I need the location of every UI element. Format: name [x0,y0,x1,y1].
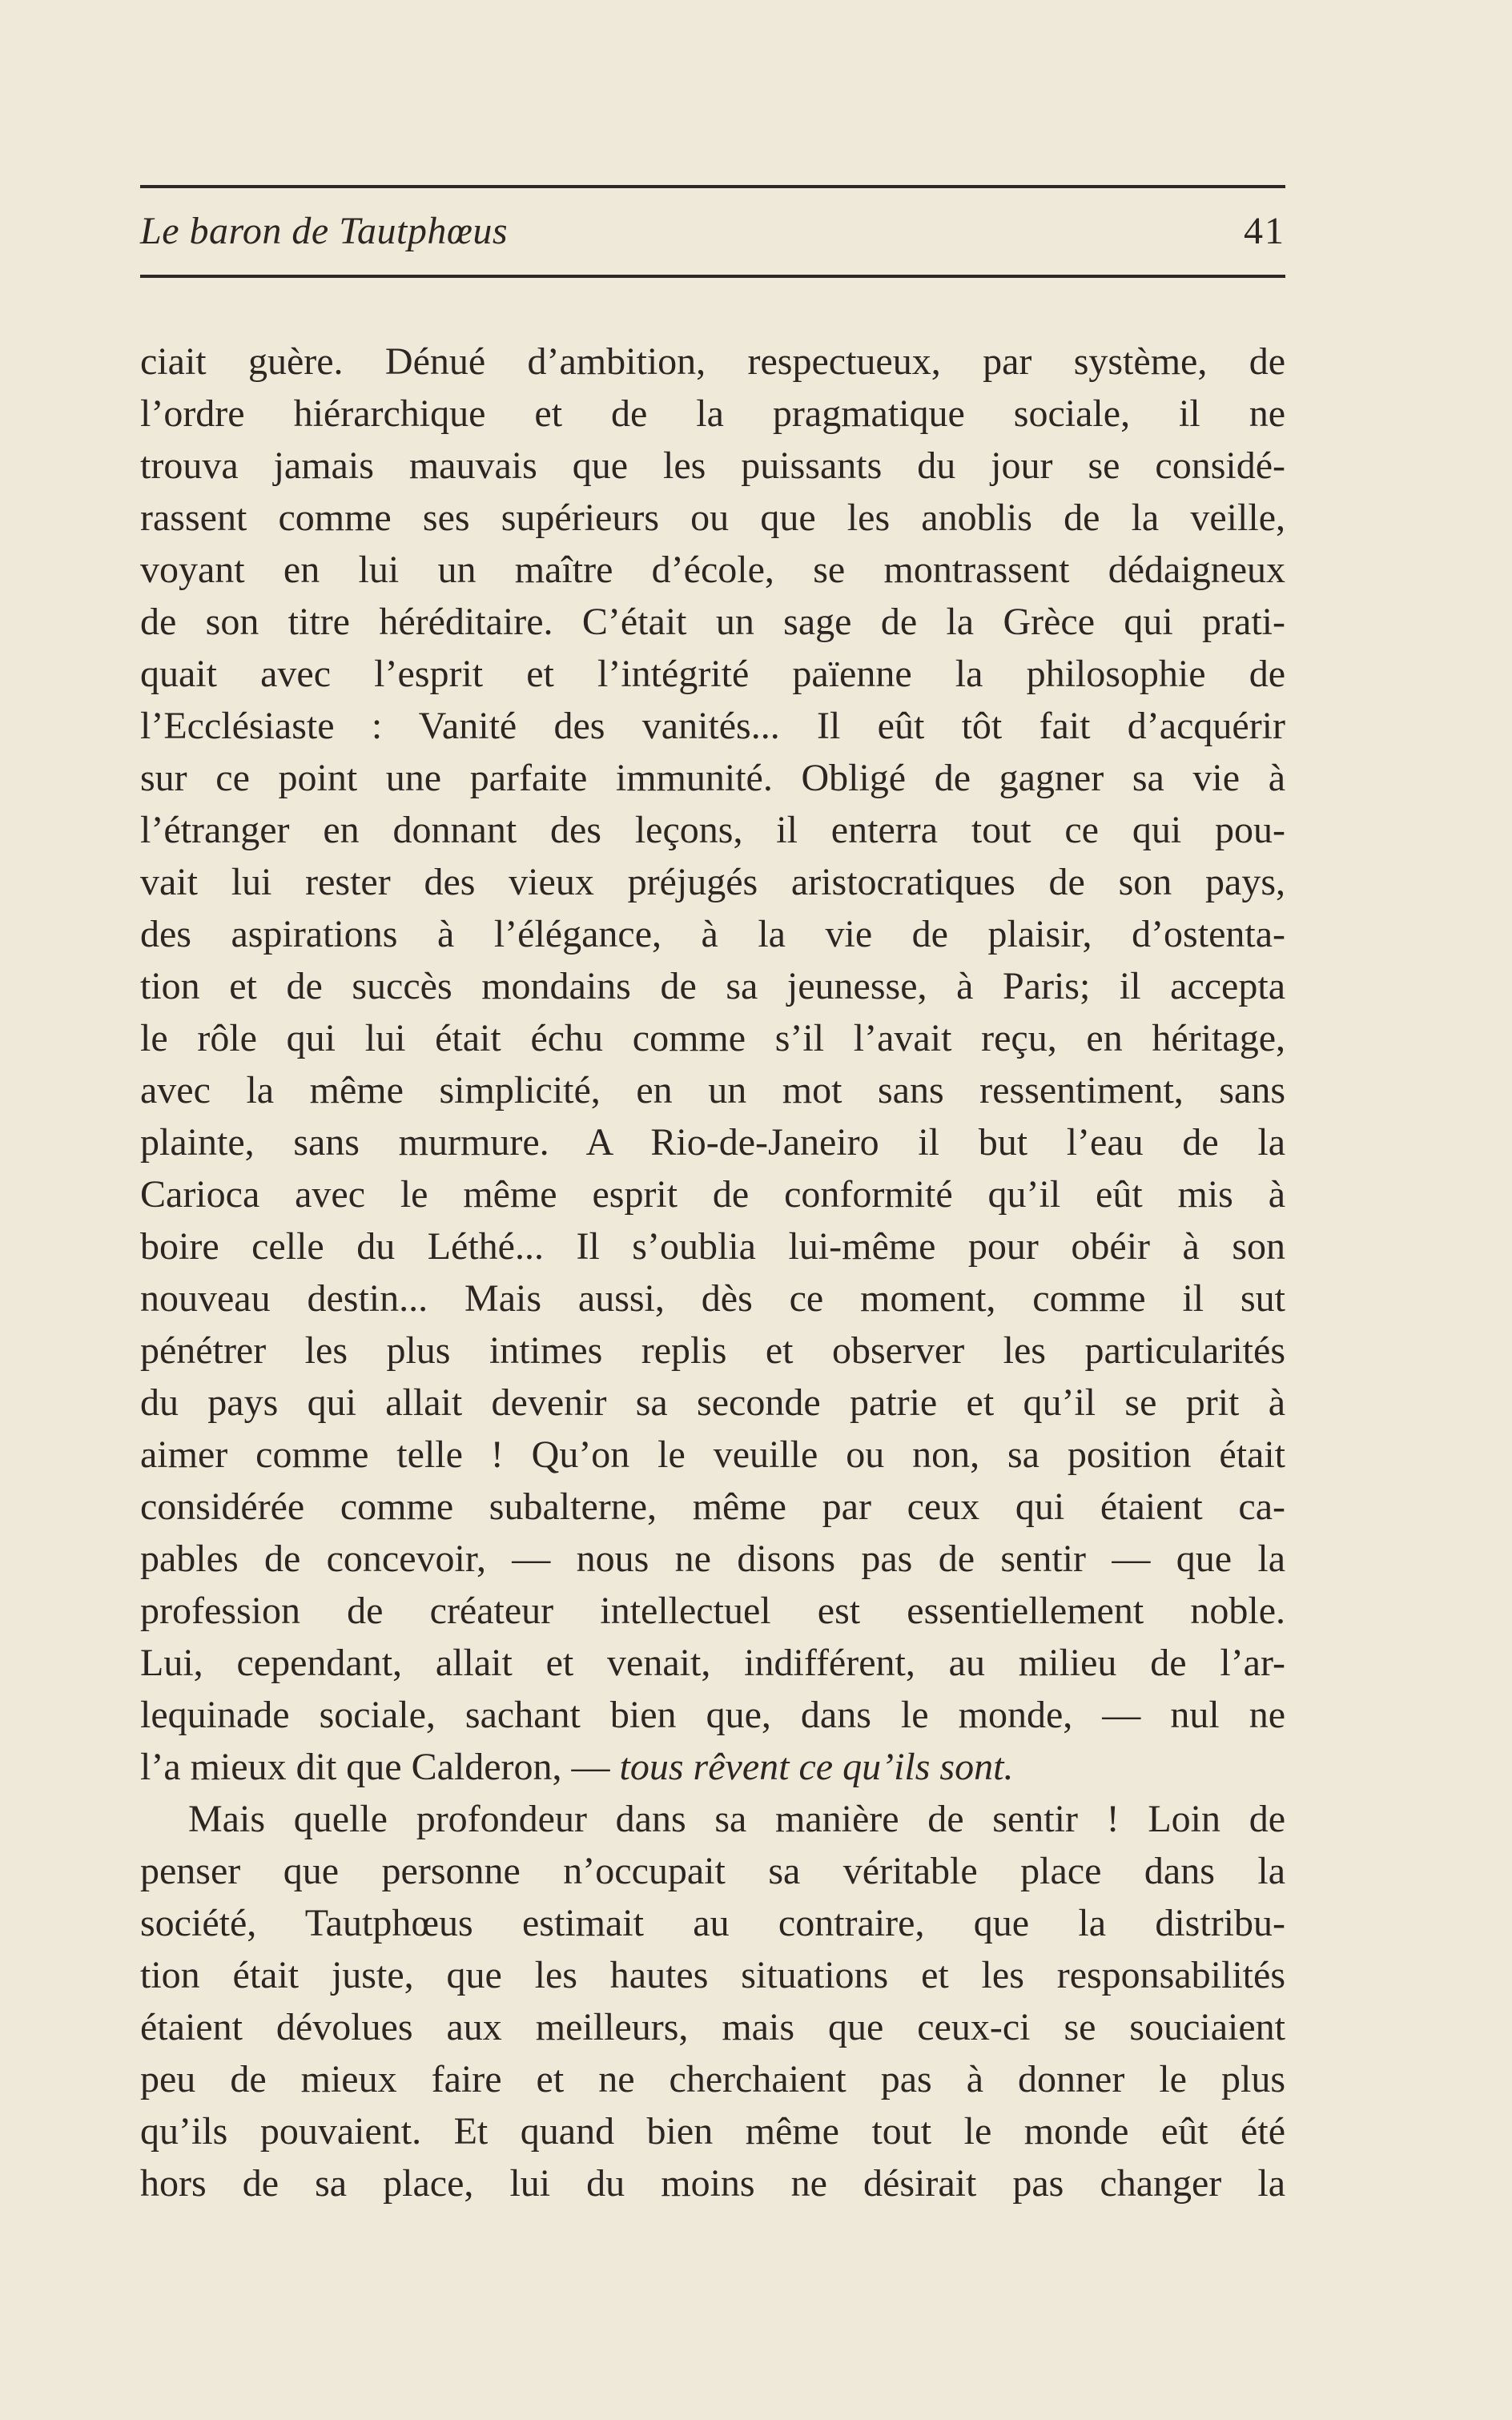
text-line: plainte, sans murmure. A Rio-de-Janeiro il but l’eau de la [140,1121,1285,1164]
text-line: du pays qui allait devenir sa seconde patrie et qu’il se prit à [140,1381,1285,1424]
text-line: rassent comme ses supérieurs ou que les anoblis de la veille, [140,496,1285,539]
text-line: hors de sa place, lui du moins ne désirait pas changer la [140,2162,1285,2205]
text-line: considérée comme subalterne, même par ceux qui étaient ca- [140,1485,1285,1528]
text-line: sur ce point une parfaite immunité. Obligé de gagner sa vie à [140,757,1285,799]
text-line: pénétrer les plus intimes replis et observer les particularités [140,1329,1285,1372]
text-line: aimer comme telle ! Qu’on le veuille ou non, sa position était [140,1433,1285,1476]
paragraph-1 [140,336,1285,1793]
paragraph-2 [140,1793,1285,2209]
text-line: société, Tautphœus estimait au contraire, que la distribu- [140,1902,1285,1944]
text-line: le rôle qui lui était échu comme s’il l’avait reçu, en héritage, [140,1017,1285,1059]
text-line: profession de créateur intellectuel est essentiellement noble. [140,1590,1285,1632]
text-line: nouveau destin... Mais aussi, dès ce moment, comme il sut [140,1277,1285,1320]
text-line: l’étranger en donnant des leçons, il enterra tout ce qui pou- [140,809,1285,851]
header-bottom-rule [140,275,1285,278]
text-line: de son titre héréditaire. C’était un sage de la Grèce qui prati- [140,601,1285,643]
text-line: ciait guère. Dénué d’ambition, respectueux, par système, de [140,340,1285,383]
text-line: quait avec l’esprit et l’intégrité païenne la philosophie de [140,653,1285,695]
text-line: penser que personne n’occupait sa véritable place dans la [140,1850,1285,1892]
text-line: l’Ecclésiaste : Vanité des vanités... Il eût tôt fait d’acquérir [140,705,1285,747]
text-line: Carioca avec le même esprit de conformité qu’il eût mis à [140,1173,1285,1216]
running-title: Le baron de Tautphœus [140,210,509,252]
calderon-quote: tous rêvent ce qu’ils sont. [619,1746,1014,1788]
text-line: qu’ils pouvaient. Et quand bien même tout le monde eût été [140,2110,1285,2153]
text-line: des aspirations à l’élégance, à la vie de plaisir, d’ostenta- [140,913,1285,955]
text-line: avec la même simplicité, en un mot sans ressentiment, sans [140,1069,1285,1112]
text-line: l’ordre hiérarchique et de la pragmatique sociale, il ne [140,392,1285,435]
text-line: lequinade sociale, sachant bien que, dans le monde, — nul ne [140,1694,1285,1736]
text-line-last [140,1741,1285,1793]
text-line: trouva jamais mauvais que les puissants du jour se considé- [140,444,1285,487]
text-line: boire celle du Léthé... Il s’oublia lui-même pour obéir à son [140,1225,1285,1268]
text-line: voyant en lui un maître d’école, se montrassent dédaigneux [140,549,1285,591]
text-line: peu de mieux faire et ne cherchaient pas à donner le plus [140,2058,1285,2100]
header-top-rule [140,185,1285,188]
text-line-indented: Mais quelle profondeur dans sa manière de sentir ! Loin de [188,1798,1285,1840]
text-line: Lui, cependant, allait et venait, indifférent, au milieu de l’ar- [140,1642,1285,1684]
text-line-lead: l’a mieux dit que Calderon, — [140,1746,620,1788]
body-text [140,336,1285,2209]
page-number: 41 [1244,210,1285,252]
text-line: étaient dévolues aux meilleurs, mais que ceux-ci se souciaient [140,2006,1285,2048]
running-header [140,202,1285,261]
text-line: vait lui rester des vieux préjugés aristocratiques de son pays, [140,861,1285,903]
text-line: pables de concevoir, — nous ne disons pas de sentir — que la [140,1538,1285,1580]
text-line: tion était juste, que les hautes situations et les responsabilités [140,1954,1285,1996]
text-line: tion et de succès mondains de sa jeunesse, à Paris; il accepta [140,965,1285,1007]
